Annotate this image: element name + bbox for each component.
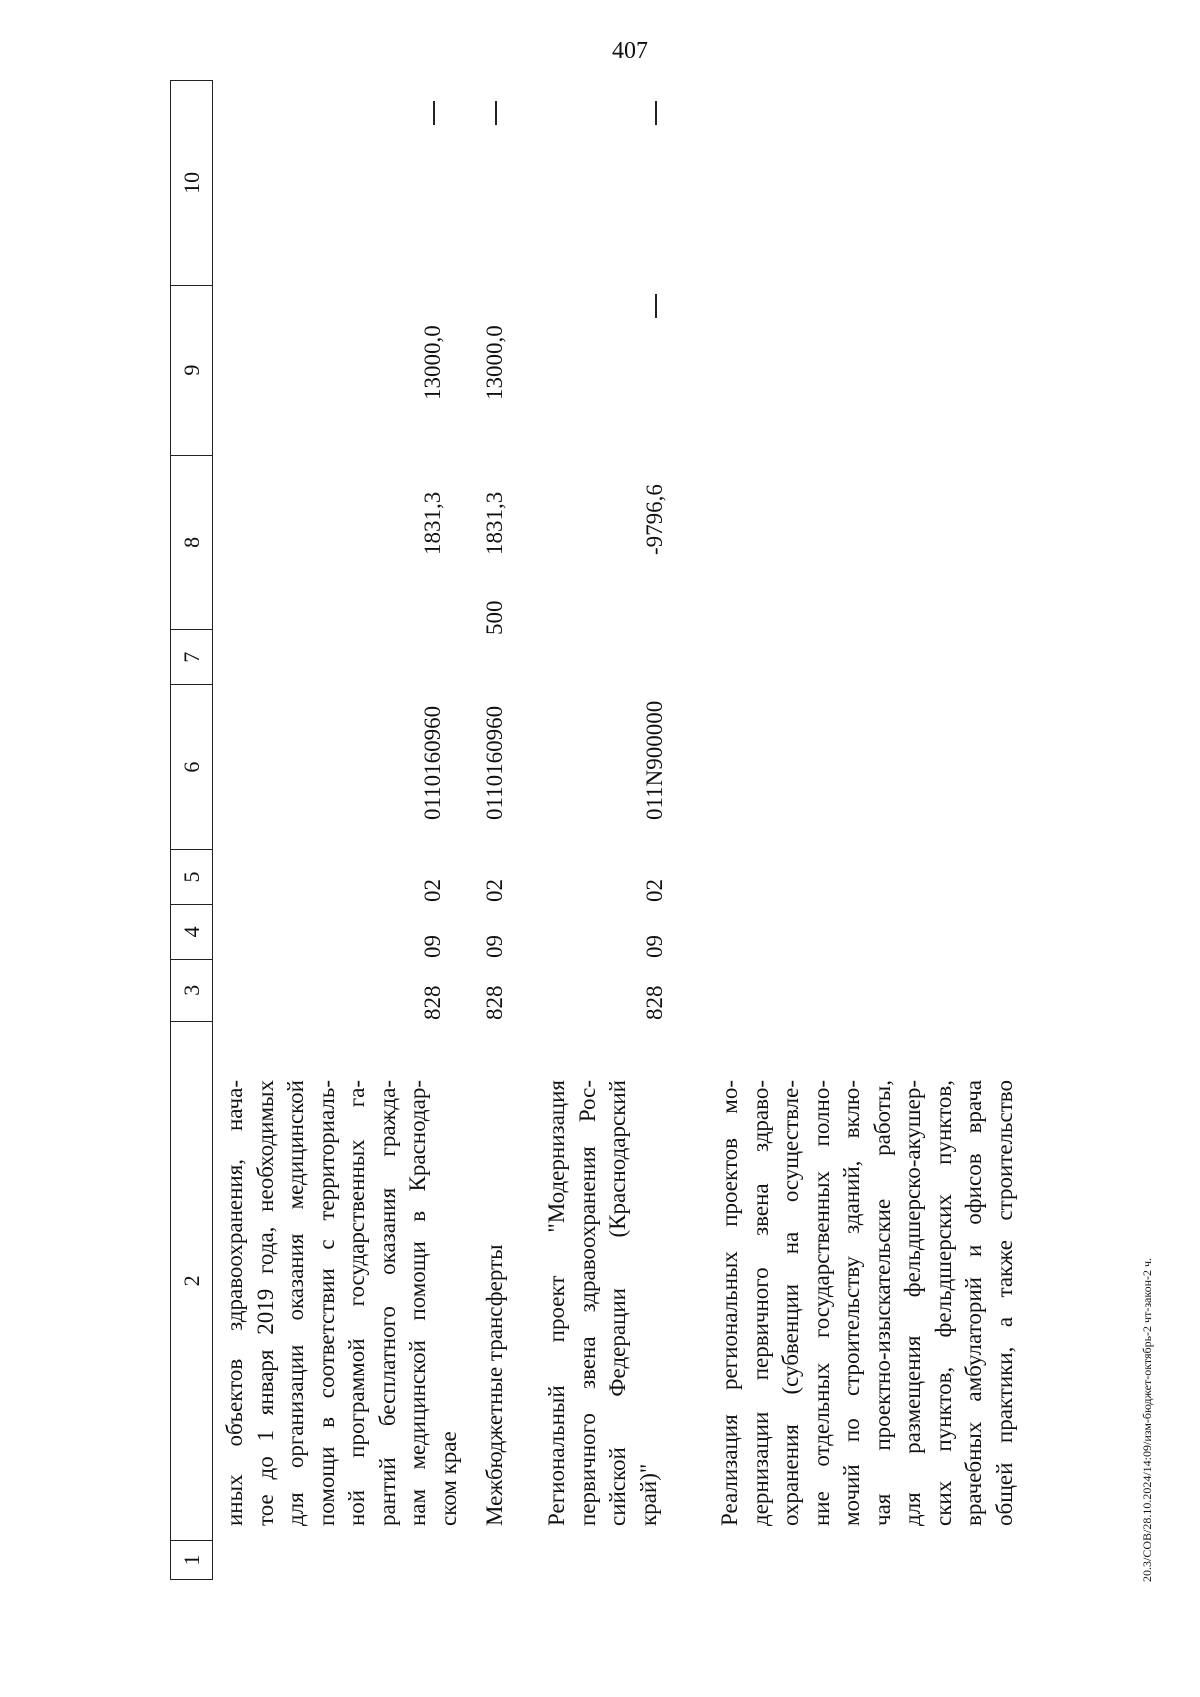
row-3-col-3: 828 bbox=[642, 985, 667, 1020]
row-1-col-6: 0110160960 bbox=[420, 705, 445, 820]
header-col-4: 4 bbox=[171, 905, 212, 960]
header-col-9: 9 bbox=[171, 286, 212, 456]
row-1-line: рантий бесплатного оказания гражда- bbox=[374, 1080, 400, 1526]
row-1-line: ском крае bbox=[435, 1431, 461, 1526]
row-1-line: нам медицинской помощи в Краснодар- bbox=[405, 1080, 430, 1526]
header-col-10: 10 bbox=[171, 81, 212, 286]
row-1-line: для организации оказания медицинской bbox=[283, 1080, 308, 1526]
row-4-line: мочий по строительству зданий, вклю- bbox=[839, 1080, 864, 1526]
row-3-line: край)" bbox=[635, 1463, 661, 1526]
row-1-col-4: 09 bbox=[420, 935, 445, 958]
header-col-5: 5 bbox=[171, 850, 212, 905]
header-col-6: 6 bbox=[171, 685, 212, 850]
row-4-line: охранения (субвенции на осуществле- bbox=[778, 1080, 803, 1526]
header-col-7: 7 bbox=[171, 630, 212, 685]
row-4-line: для размещения фельдшерско-акушер- bbox=[900, 1080, 925, 1526]
row-3-col-4: 09 bbox=[642, 935, 667, 958]
row-3-line: Региональный проект "Модернизация bbox=[544, 1080, 569, 1526]
row-4-line: ских пунктов, фельдшерских пунктов, bbox=[930, 1080, 956, 1526]
row-2-col-4: 09 bbox=[482, 935, 507, 958]
rotated-table-continuation bbox=[170, 80, 1017, 1580]
row-4-line: врачебных амбулаторий и офисов врача bbox=[961, 1080, 986, 1526]
page-number: 407 bbox=[612, 38, 648, 64]
row-1-line: тое до 1 января 2019 года, необходимых bbox=[252, 1080, 278, 1526]
row-1-col-5: 02 bbox=[420, 879, 445, 902]
header-col-1: 1 bbox=[178, 1554, 204, 1566]
row-3-line: первичного звена здравоохранения Рос- bbox=[574, 1080, 600, 1526]
header-col-8: 8 bbox=[171, 456, 212, 631]
row-2-line: Межбюджетные трансферты bbox=[482, 1244, 507, 1526]
row-3-line: сийской Федерации (Краснодарский bbox=[605, 1080, 630, 1526]
row-2-col-6: 0110160960 bbox=[482, 705, 507, 820]
row-3-col-5: 02 bbox=[642, 879, 667, 902]
row-1-col-3: 828 bbox=[420, 985, 445, 1020]
row-1-col-9: 13000,0 bbox=[420, 325, 445, 400]
row-1-line: помощи в соответствии с территориаль- bbox=[313, 1080, 339, 1526]
table-row-4-name bbox=[715, 1080, 1020, 1526]
row-4-line: дернизации первичного звена здраво- bbox=[747, 1080, 773, 1526]
row-1-col-8: 1831,3 bbox=[420, 491, 445, 555]
row-4-line: чая проектно-изыскательские работы, bbox=[869, 1080, 895, 1526]
row-1-line: иных объектов здравоохранения, нача- bbox=[222, 1080, 247, 1526]
row-1-line: ной программой государственных га- bbox=[344, 1080, 369, 1526]
row-2-col-9: 13000,0 bbox=[482, 325, 507, 400]
row-2-col-8: 1831,3 bbox=[482, 491, 507, 555]
row-3-col-6: 011N900000 bbox=[642, 700, 667, 820]
row-2-col-3: 828 bbox=[482, 985, 507, 1020]
row-2-col-5: 02 bbox=[482, 879, 507, 902]
row-3-col-8: -9796,6 bbox=[642, 484, 667, 555]
row-2-col-7: 500 bbox=[482, 600, 507, 635]
row-4-line: Реализация региональных проектов мо- bbox=[717, 1080, 742, 1526]
footer-code-text: 20.3/СОВ/28.10.2024/14:09/изм-бюджет-октябрь-2 чт-закон-2 ч. bbox=[1140, 1257, 1154, 1582]
header-col-2: 2 bbox=[171, 1022, 212, 1541]
header-col-3: 3 bbox=[171, 960, 212, 1022]
row-4-line: общей практики, а также строительство bbox=[991, 1080, 1017, 1526]
row-4-line: ние отдельных государственных полно- bbox=[808, 1080, 834, 1526]
